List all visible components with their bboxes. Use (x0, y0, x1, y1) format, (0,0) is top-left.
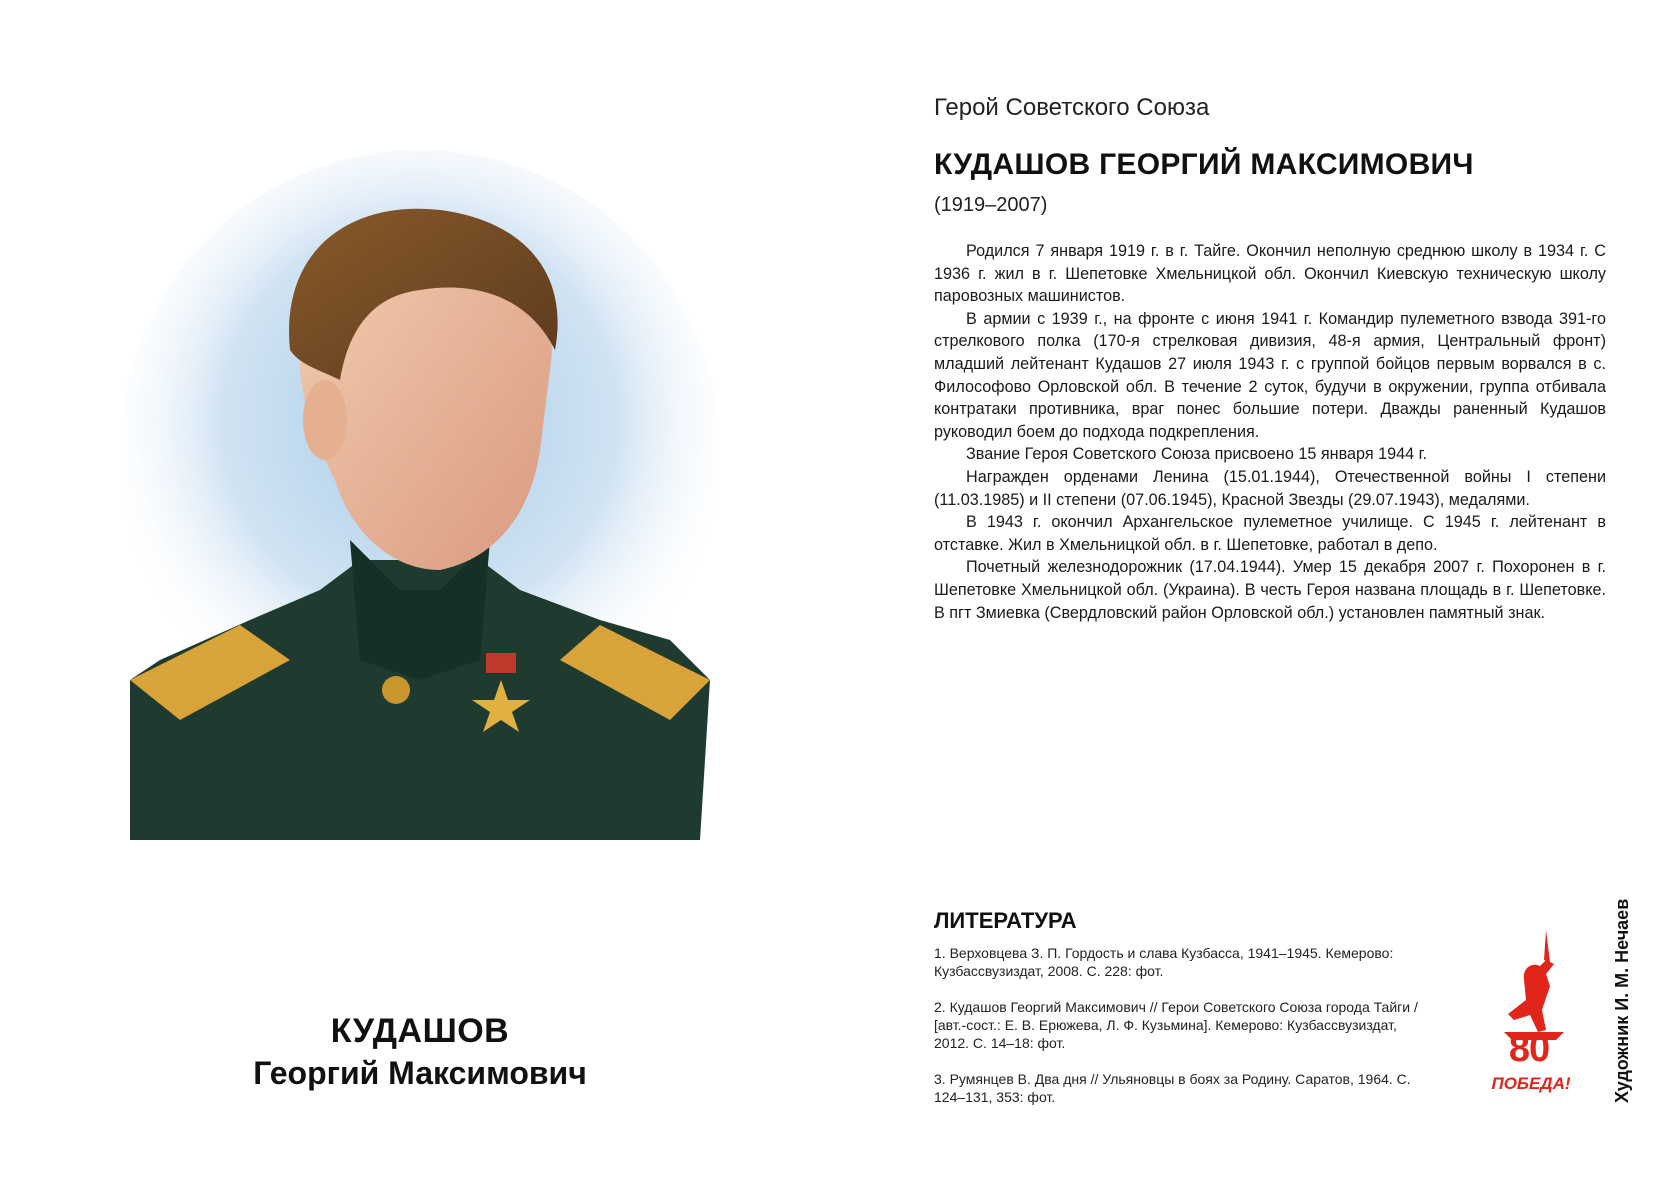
literature-list (934, 944, 1434, 1124)
hero-portrait-icon (100, 120, 720, 900)
bio-paragraph: Звание Героя Советского Союза присвоено 15 января 1944 г. (966, 445, 1428, 464)
hero-caption (160, 1010, 680, 1093)
hero-portrait (100, 120, 720, 900)
bio-paragraph: В 1943 г. окончил Архангельское пулеметное училище. С 1945 г. лейтенант в отставке. Жил в Хмельницкой обл. в г. Шепетовке, работал в депо. (934, 513, 1606, 554)
biography (934, 240, 1606, 624)
logo-word: ПОБЕДА! (1491, 1074, 1571, 1093)
bio-paragraph: В армии с 1939 г., на фронте с июня 1941 г. Командир пулеметного взвода 391-го стрелкового полка (170-я стрелковая дивизия, 48-я армия, Центральный фронт) младший лейтенант Кудашов 27 июля 1943 г. с группой бойцов первым ворвался в с. Философово Орловской обл. В течение 2 суток, будучи в окружении, группа отбивала контратаки противника, враг понес большие потери. Дважды раненный Кудашов руководил боем до подхода подкрепления. (934, 309, 1606, 441)
caption-surname: КУДАШОВ (330, 1012, 510, 1050)
bio-paragraph: Почетный железнодорожник (17.04.1944). Умер 15 декабря 2007 г. Похоронен в г. Шепетовке Хмельницкой обл. (Украина). В честь Героя названа площадь в г. Шепетовке. В пгт Змиевка (Свердловский район Орловской обл.) установлен памятный знак. (934, 558, 1606, 622)
literature-item: 1. Верховцева З. П. Гордость и слава Кузбасса, 1941–1945. Кемерово: Кузбассвузиздат, 2008. С. 228: фот. (934, 945, 1394, 979)
literature-item: 2. Кудашов Георгий Максимович // Герои Советского Союза города Тайги / [авт.-сост.: Е. В. Ерюжева, Л. Ф. Кузьмина]. Кемерово: Кузбассвузиздат, 2012. С. 14–18: фот. (934, 999, 1418, 1051)
literature-item: 3. Румянцев В. Два дня // Ульяновцы в боях за Родину. Саратов, 1964. С. 124–131, 353: фот. (934, 1071, 1411, 1105)
literature-heading: ЛИТЕРАТУРА (934, 908, 1077, 933)
life-years: (1919–2007) (934, 194, 1048, 216)
logo-number: 80 (1508, 1028, 1550, 1070)
page-title: КУДАШОВ ГЕОРГИЙ МАКСИМОВИЧ (934, 148, 1474, 181)
page-subtitle: Герой Советского Союза (934, 94, 1210, 121)
artist-credit: Художник И. М. Нечаев (1612, 898, 1632, 1103)
bio-paragraph: Награжден орденами Ленина (15.01.1944), Отечественной войны I степени (11.03.1985) и II степени (07.06.1945), Красной Звезды (29.07.1943), медалями. (934, 467, 1606, 509)
caption-given-names: Георгий Максимович (253, 1054, 587, 1091)
bio-paragraph: Родился 7 января 1919 г. в г. Тайге. Окончил неполную среднюю школу в 1934 г. С 1936 г. жил в г. Шепетовке Хмельницкой обл. Окончил Киевскую техническую школу паровозных машинистов. (934, 242, 1606, 306)
